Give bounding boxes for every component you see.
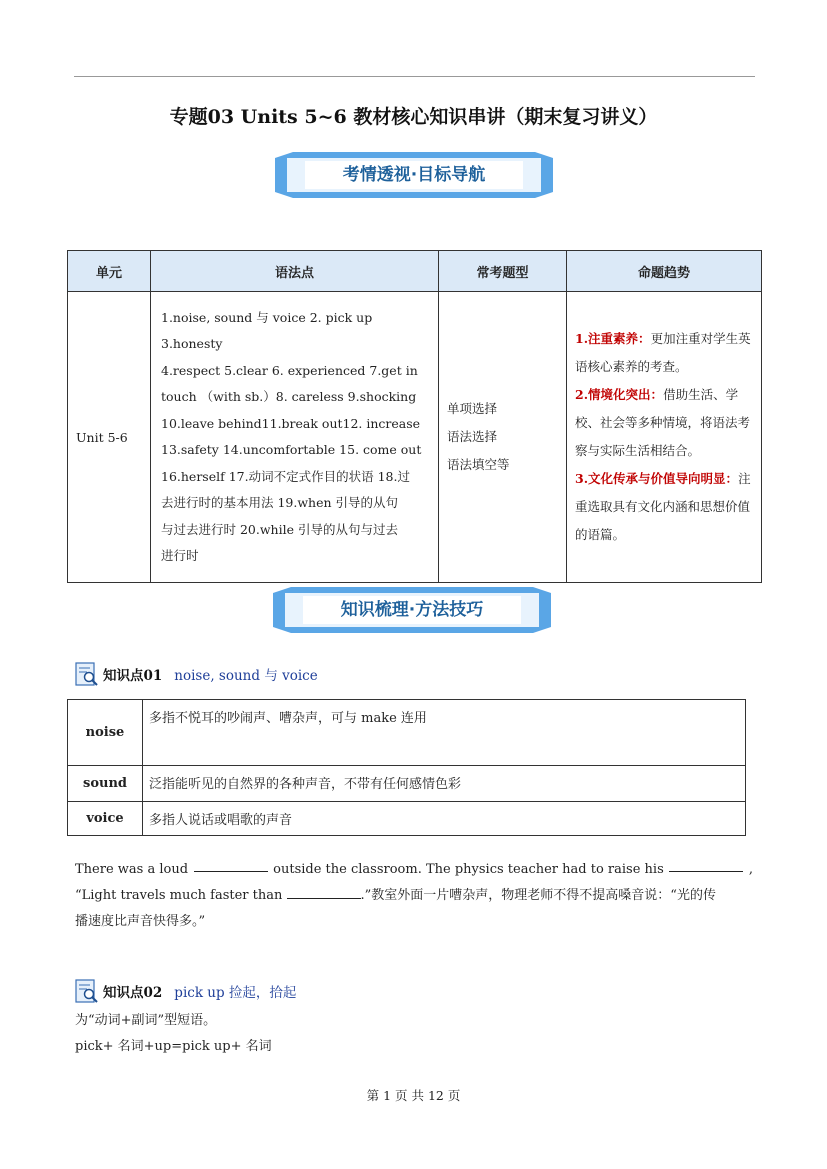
table-row	[68, 766, 746, 802]
document-title: 专题03 Units 5~6 教材核心知识串讲（期末复习讲义）	[169, 106, 658, 128]
question-type: 语法选择	[447, 429, 498, 444]
grammar-line: 4.respect 5.clear 6. experienced 7.get in	[161, 362, 418, 378]
term-cell: sound	[68, 766, 143, 802]
term-cell: noise	[68, 700, 143, 766]
definition-cell: 多指人说话或唱歌的声音	[143, 802, 746, 836]
trend-item	[575, 465, 753, 549]
trend-key: 3.文化传承与价值导向明显：	[575, 471, 739, 486]
kp2-heading	[75, 977, 296, 1005]
trend-text: 更加注重对学生英语核心素养的考查。	[575, 331, 751, 374]
trend-text: 借助生活、学校、社会等多种情境，将语法考察与实际生活相结合。	[575, 387, 751, 458]
exercise-text: “Light travels much faster than	[75, 888, 283, 903]
table-row	[68, 700, 746, 766]
grammar-cell	[151, 292, 439, 583]
exercise-text: ,	[748, 862, 753, 877]
kp2-line: 为“动词+副词”型短语。	[75, 1013, 217, 1028]
trend-key: 2.情境化突出：	[575, 387, 664, 402]
exercise-text: .”教室外面一片嘈杂声，物理老师不得不提高嗓音说：“光的传	[360, 888, 716, 903]
knowledge-banner	[273, 587, 551, 633]
kp2-topic: pick up 捡起，拾起	[174, 985, 297, 1001]
overview-banner-text: 考情透视·目标导航	[342, 165, 486, 185]
magnifier-note-icon	[75, 979, 99, 1003]
exercise-line	[75, 857, 753, 883]
question-types-cell	[439, 292, 567, 583]
term-cell: voice	[68, 802, 143, 836]
grammar-line: 13.safety 14.uncomfortable 15. come out	[161, 442, 422, 457]
kp1-exercise	[75, 857, 753, 935]
unit-cell: Unit 5-6	[68, 292, 151, 583]
exercise-text: outside the classroom. The physics teacher had to raise his	[273, 862, 664, 877]
answer-blank[interactable]	[287, 884, 361, 899]
grammar-line: touch （with sb.）8. careless 9.shocking	[161, 389, 417, 404]
kp2-line: pick+ 名词+up=pick up+ 名词	[75, 1039, 272, 1054]
kp1-table	[67, 699, 746, 836]
header-question-types: 常考题型	[439, 251, 567, 292]
exercise-line	[75, 883, 753, 909]
table-row	[68, 802, 746, 836]
exercise-line: 播速度比声音快得多。”	[75, 914, 206, 929]
definition-cell: 泛指能听见的自然界的各种声音，不带有任何感情色彩	[143, 766, 746, 802]
trend-key: 1.注重素养：	[575, 331, 651, 346]
trend-text: 注重选取具有文化内涵和思想价值的语篇。	[575, 471, 751, 542]
kp2-body	[75, 1008, 272, 1060]
grammar-line: 16.herself 17.动词不定式作目的状语 18.过	[161, 468, 410, 484]
grammar-line: 与过去进行时 20.while 引导的从句与过去	[161, 521, 398, 537]
trend-item	[575, 325, 753, 381]
header-grammar: 语法点	[151, 251, 439, 292]
knowledge-banner-text: 知识梳理·方法技巧	[340, 600, 484, 620]
trends-cell	[567, 292, 762, 583]
overview-body-row	[68, 292, 762, 583]
answer-blank[interactable]	[669, 857, 743, 872]
overview-table	[67, 250, 762, 583]
grammar-line: 1.noise, sound 与 voice 2. pick up 3.honesty	[161, 309, 373, 351]
kp1-heading	[75, 660, 318, 688]
grammar-line: 10.leave behind11.break out12. increase	[161, 415, 421, 431]
grammar-line: 去进行时的基本用法 19.when 引导的从句	[161, 495, 399, 510]
kp2-label: 知识点02	[103, 985, 163, 1001]
overview-banner	[275, 152, 553, 198]
header-trends: 命题趋势	[567, 251, 762, 292]
grammar-line: 进行时	[161, 548, 199, 563]
exercise-text: There was a loud	[75, 862, 189, 877]
overview-header-row	[68, 251, 762, 292]
page-footer: 第 1 页 共 12 页	[366, 1088, 461, 1103]
question-type: 语法填空等	[447, 457, 510, 472]
answer-blank[interactable]	[194, 857, 268, 872]
trend-item	[575, 381, 753, 465]
magnifier-note-icon	[75, 662, 99, 686]
kp1-topic: noise, sound 与 voice	[174, 668, 318, 684]
question-type: 单项选择	[447, 401, 498, 416]
kp1-label: 知识点01	[103, 668, 163, 684]
definition-cell: 多指不悦耳的吵闹声、嘈杂声，可与 make 连用	[143, 700, 746, 766]
header-unit: 单元	[68, 251, 151, 292]
header-rule	[74, 76, 755, 77]
